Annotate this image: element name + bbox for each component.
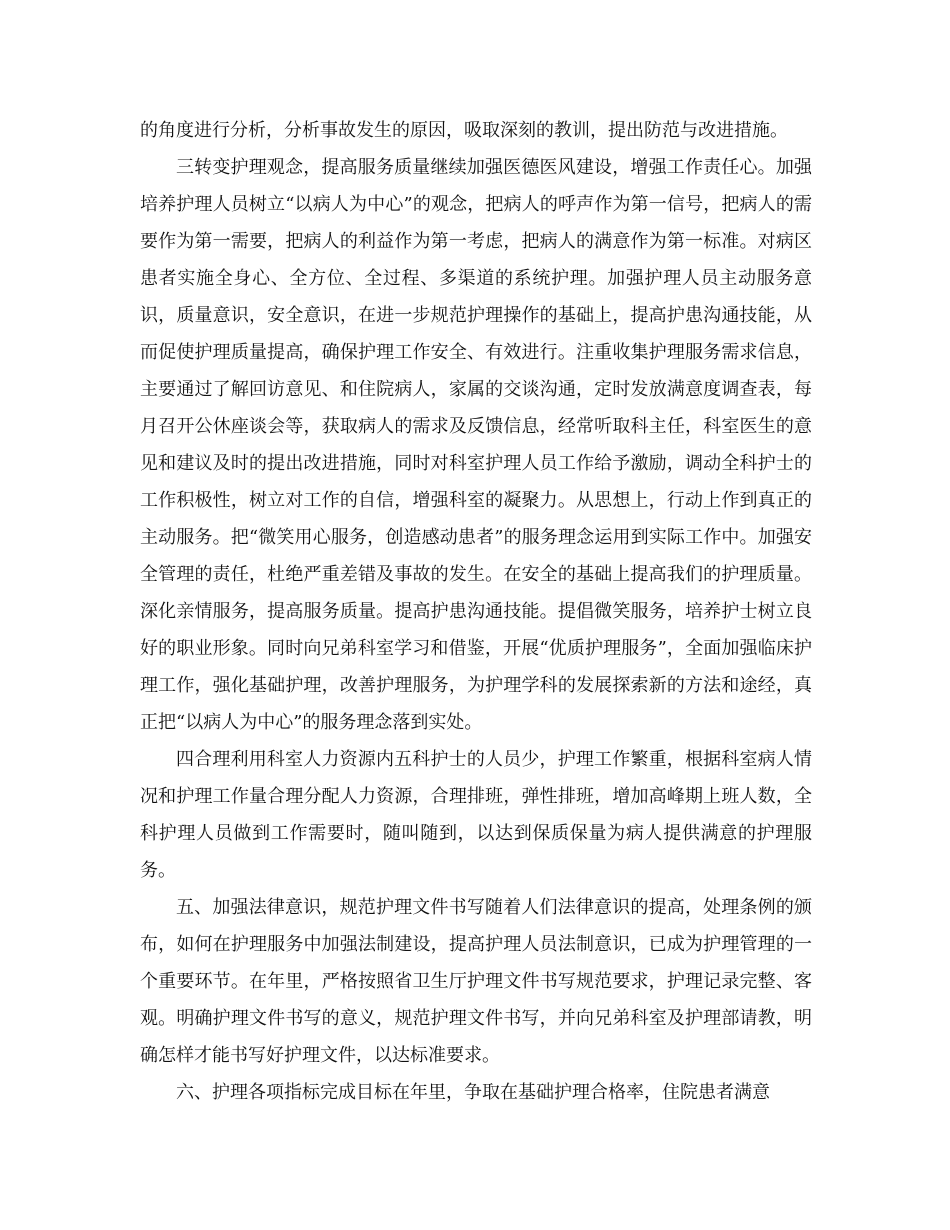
paragraph-4-human-resources: 四合理利用科室人力资源内五科护士的人员少，护理工作繁重，根据科室病人情况和护理工作量合理分配人力资源，合理排班，弹性排班，增加高峰期上班人数，全科护理人员做到工作需要时，随叫随到，以达到保质保量为病人提供满意的护理服务。: [140, 749, 812, 881]
paragraph-3-nursing-concept: 三转变护理观念，提高服务质量继续加强医德医风建设，增强工作责任心。加强培养护理人员树立“以病人为中心”的观念，把病人的呼声作为第一信号，把病人的需要作为第一需要，把病人的利益作为第一考虑，把病人的满意作为第一标准。对病区患者实施全身心、全方位、全过程、多渠道的系统护理。加强护理人员主动服务意识，质量意识，安全意识，在进一步规范护理操作的基础上，提高护患沟通技能，从而促使护理质量提高，确保护理工作安全、有效进行。注重收集护理服务需求信息，主要通过了解回访意见、和住院病人，家属的交谈沟通，定时发放满意度调查表，每月召开公休座谈会等，获取病人的需求及反馈信息，经常听取科主任，科室医生的意见和建议及时的提出改进措施，同时对科室护理人员工作给予激励，调动全科护士的工作积极性，树立对工作的自信，增强科室的凝聚力。从思想上，行动上作到真正的主动服务。把“微笑用心服务，创造感动患者”的服务理念运用到实际工作中。加强安全管理的责任，杜绝严重差错及事故的发生。在安全的基础上提高我们的护理质量。深化亲情服务，提高服务质量。提高护患沟通技能。提倡微笑服务，培养护士树立良好的职业形象。同时向兄弟科室学习和借鉴，开展“优质护理服务”，全面加强临床护理工作，强化基础护理，改善护理服务，为护理学科的发展探索新的方法和途经，真正把“以病人为中心”的服务理念落到实处。: [140, 157, 812, 733]
document-body: [140, 112, 812, 1111]
paragraph-continuation: 的角度进行分析，分析事故发生的原因，吸取深刻的教训，提出防范与改进措施。: [140, 120, 788, 141]
paragraph-5-legal-awareness: 五、加强法律意识，规范护理文件书写随着人们法律意识的提高，处理条例的颁布，如何在护理服务中加强法制建设，提高护理人员法制意识，已成为护理管理的一个重要环节。在年里，严格按照省卫生厅护理文件书写规范要求，护理记录完整、客观。明确护理文件书写的意义，规范护理文件书写，并向兄弟科室及护理部请教，明确怎样才能书写好护理文件，以达标准要求。: [140, 897, 812, 1066]
paragraph-6-nursing-targets: 六、护理各项指标完成目标在年里，争取在基础护理合格率，住院患者满意: [176, 1082, 770, 1103]
